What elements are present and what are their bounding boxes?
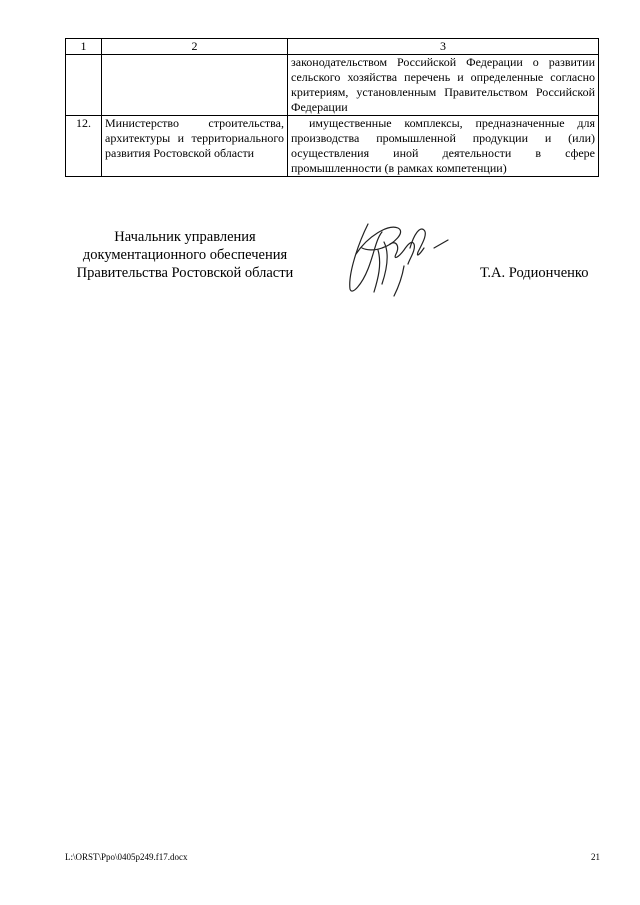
ministry-cell xyxy=(102,55,288,116)
row-number-cell xyxy=(66,55,102,116)
header-cell-2: 2 xyxy=(102,39,288,55)
signatory-title-line: Правительства Ростовской области xyxy=(76,265,294,281)
table-row xyxy=(66,116,599,177)
description-cell: законодательством Российской Федерации о развитии сельского хозяйства перечень и определенные согласно критериям, установленным Правительством Российской Федерации xyxy=(288,55,599,116)
description-cell: имущественные комплексы, предназначенные для производства промышленной продукции и (или) осуществления иной деятельности в сфере промышленности (в рамках компетенции) xyxy=(288,116,599,177)
header-cell-1: 1 xyxy=(66,39,102,55)
signatory-title-line: документационного обеспечения xyxy=(82,247,288,263)
row-number-cell: 12. xyxy=(66,116,102,177)
ministry-cell: Министерство строительства, архитектуры и территориального развития Ростовской области xyxy=(102,116,288,177)
signatory-title-line: Начальник управления xyxy=(114,229,256,245)
file-path: L:\ORST\Ppo\0405p249.f17.docx xyxy=(65,852,188,862)
document-table xyxy=(65,38,599,177)
header-cell-3: 3 xyxy=(288,39,599,55)
signatory-title xyxy=(65,228,305,282)
handwritten-signature xyxy=(338,214,458,300)
table-header-row xyxy=(66,39,599,55)
page-number: 21 xyxy=(591,852,600,862)
signatory-name: Т.А. Родионченко xyxy=(480,265,589,281)
table-row-continuation xyxy=(66,55,599,116)
